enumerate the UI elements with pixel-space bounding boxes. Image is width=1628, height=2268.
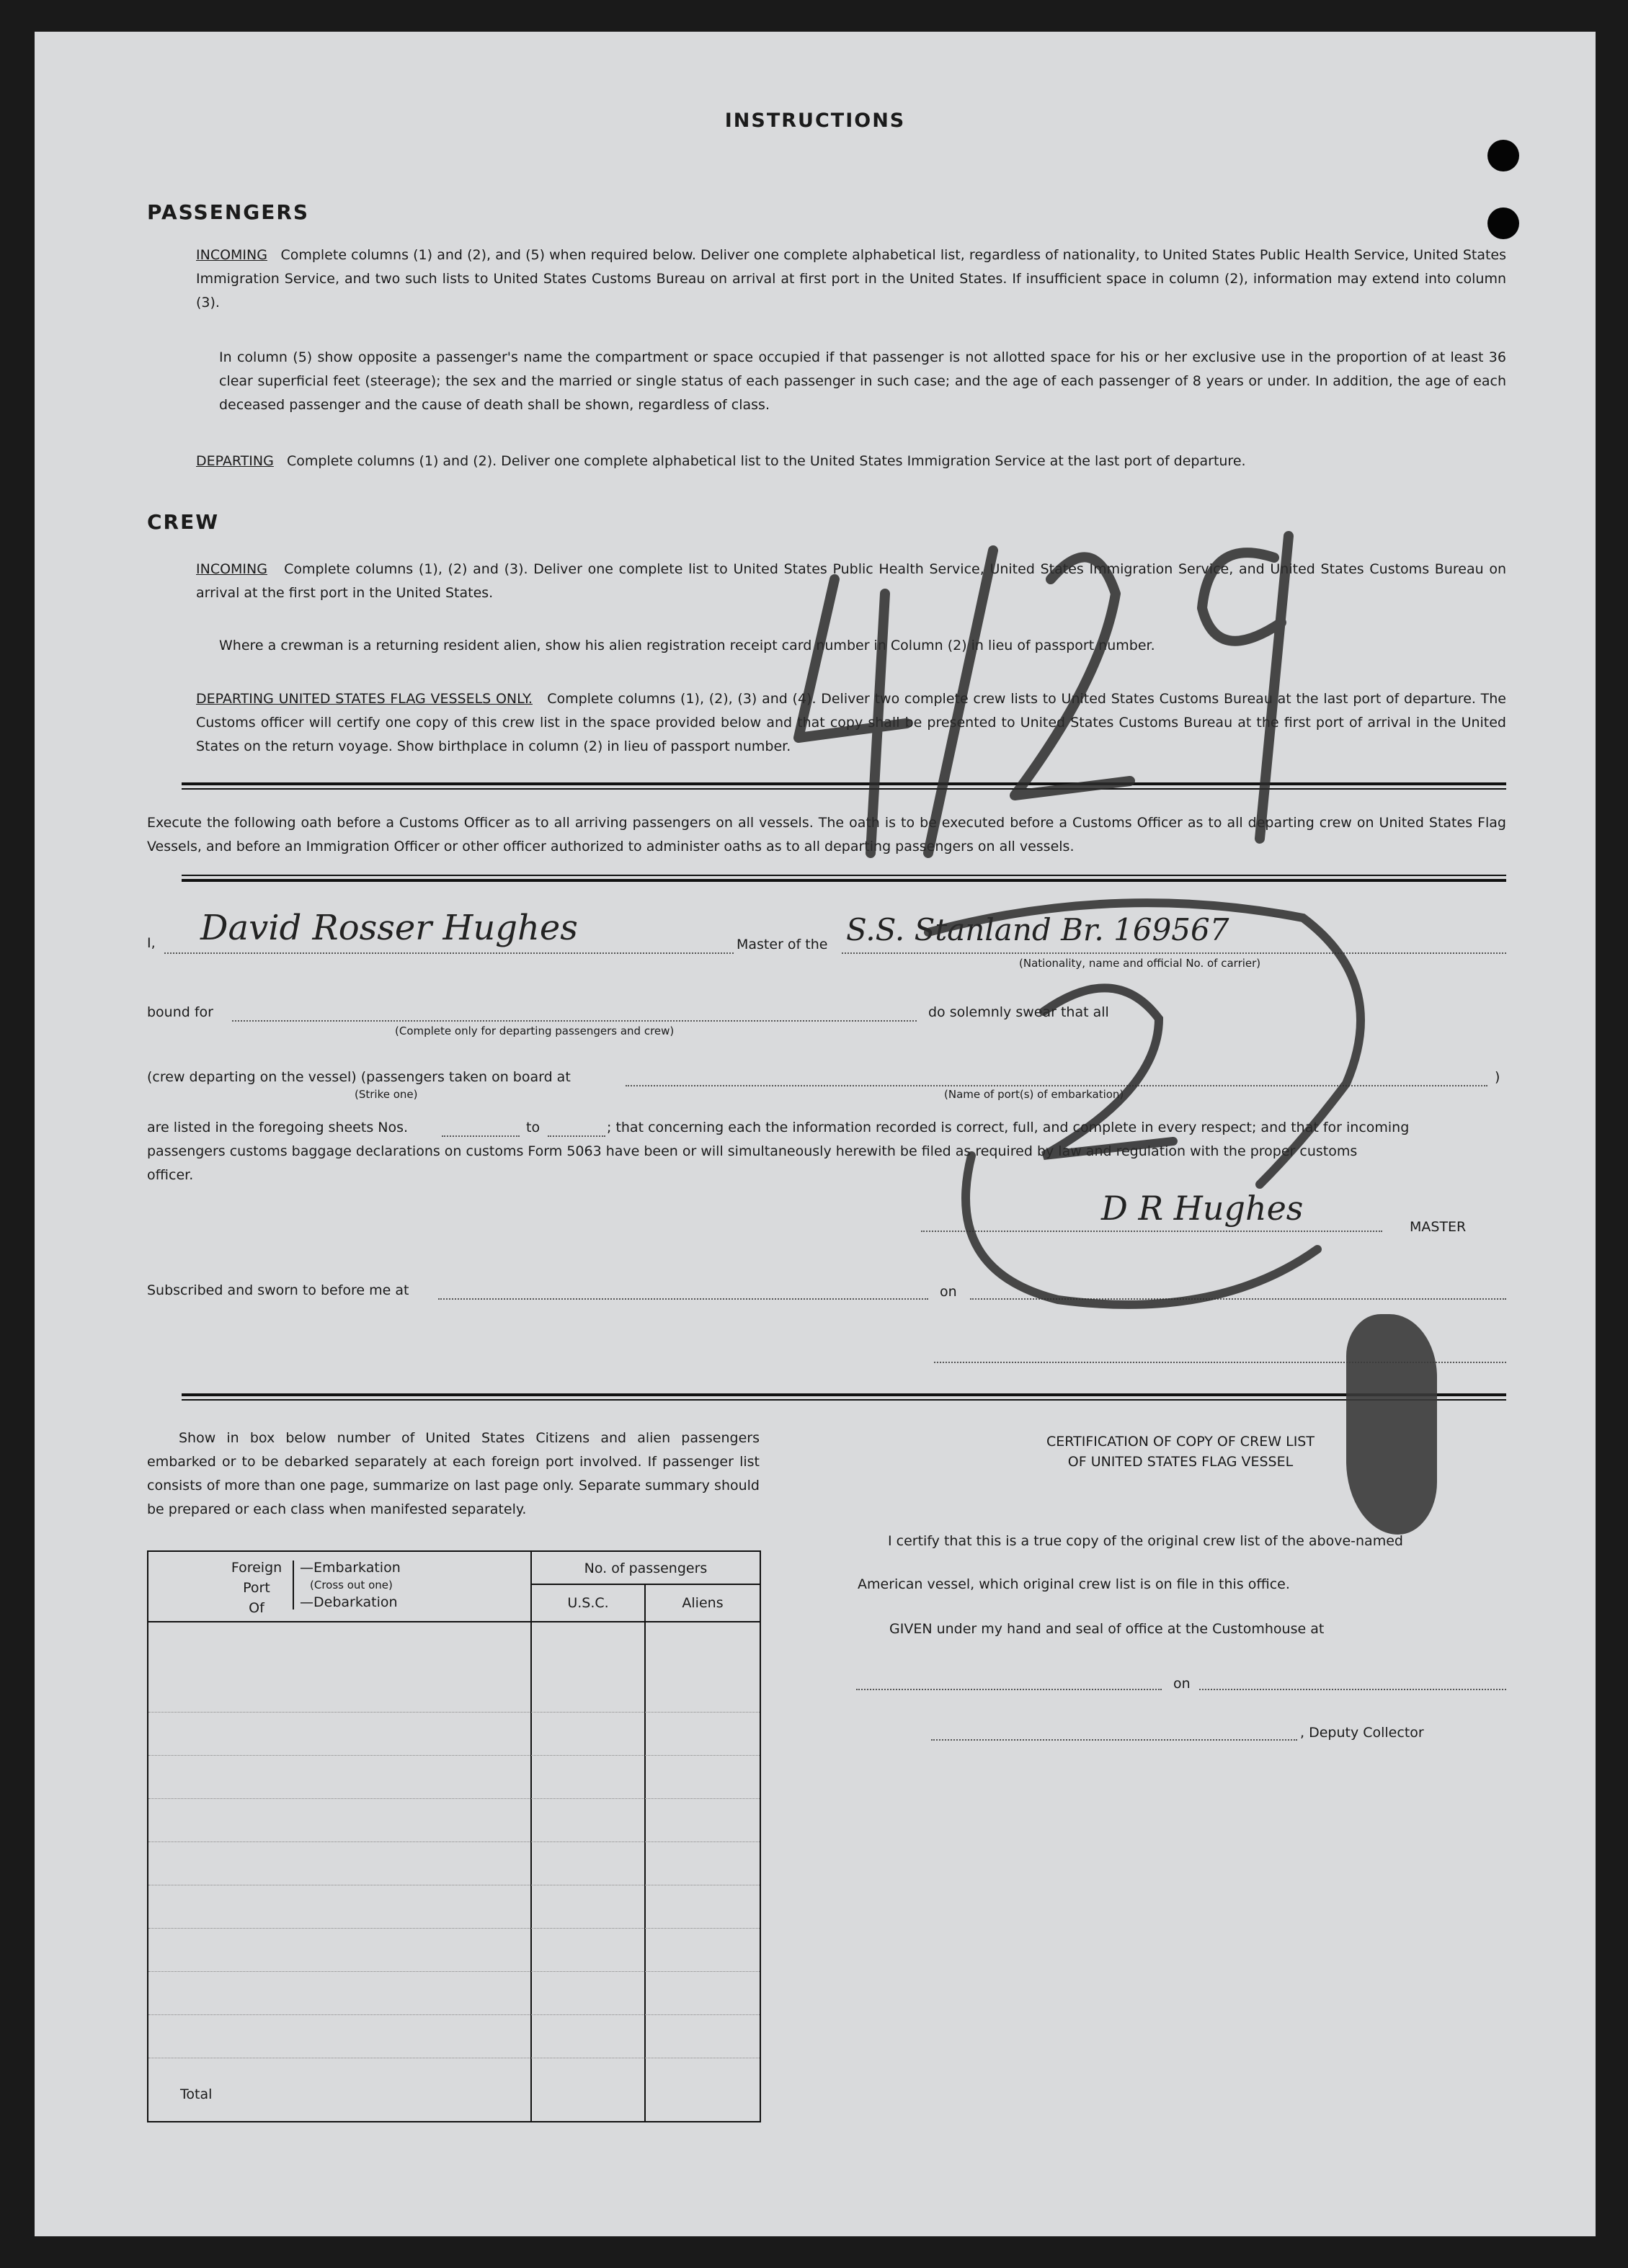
passengers-incoming-label: INCOMING: [196, 247, 267, 263]
passengers-column5-paragraph: In column (5) show opposite a passenger's name the compartment or space occupied if that passenger is not allotted space for his or her exclusive use in the proportion of at least 36 clear superficial feet (steerage); the sex and the married or single status of each passenger in such case; and the age of each passenger of 8 years or under. In addition, the age of each deceased passenger and the cause of death shall be shown, regardless of class.: [219, 349, 1506, 413]
ports-caption: (Name of port(s) of embarkation): [944, 1088, 1124, 1101]
subscribed-label: Subscribed and sworn to before me at: [147, 1282, 409, 1298]
passengers-incoming-text: Complete columns (1) and (2), and (5) when required below. Deliver one complete alphabetical list, regardless of nationality, to United States Public Health Service, United States Immigration Service, and two such lists to United States Customs Bureau on arrival at first port in the United States. If insufficient space in column (2), information may extend into column (3).: [196, 247, 1507, 311]
certification-title-line1: CERTIFICATION OF COPY OF CREW LIST: [1046, 1434, 1315, 1450]
summary-instruction: Show in box below number of United States Citizens and alien passengers embarked or to be debarked separately at each foreign port involved. If passenger list consists of more than one page, summarize on last page only. Separate summary should be prepared or each class when manifested separately.: [147, 1430, 760, 1517]
master-name-handwritten: David Rosser Hughes: [200, 908, 578, 948]
total-label: Total: [180, 2086, 213, 2102]
sheets-to: to: [526, 1120, 541, 1135]
page-title: INSTRUCTIONS: [724, 110, 906, 132]
embarkation-option: —Embarkation: [300, 1560, 401, 1576]
master-of-label: Master of the: [737, 937, 828, 952]
crew-departing-text: Complete columns (1), (2), (3) and (4). Deliver two complete crew lists to United States Customs Bureau at the last port of departure. The Customs officer will certify one copy of this crew list in the space provided below and that copy shall be presented to United States Customs Bureau at the first port of arrival in the United States on the return voyage. Show birthplace in column (2) in lieu of passport number.: [196, 691, 1507, 754]
debarkation-option: —Debarkation: [300, 1594, 398, 1610]
solemnly-label: do solemnly swear that all: [928, 1004, 1109, 1020]
crayon-annotation: [35, 32, 1596, 2236]
foreign-label: Foreign: [231, 1560, 283, 1576]
circled-number-2: [928, 903, 1361, 1305]
master-label: MASTER: [1410, 1219, 1467, 1235]
certify-line2: American vessel, which original crew list is on file in this office.: [858, 1576, 1290, 1592]
no-of-passengers-header: No. of passengers: [584, 1561, 708, 1576]
oath-instruction-paragraph: Execute the following oath before a Customs Officer as to all arriving passengers on all vessels. The oath is to be executed before a Customs Officer as to all departing crew on United States Flag Vessels, and before an Immigration Officer or other officer authorized to administer oaths as to all departing passengers on all vessels.: [147, 815, 1506, 854]
passengers-departing-label: DEPARTING: [196, 453, 274, 469]
crew-incoming-label: INCOMING: [196, 561, 267, 577]
aliens-header: Aliens: [682, 1595, 724, 1611]
deputy-collector-label: , Deputy Collector: [1300, 1725, 1424, 1741]
certification-title-line2: OF UNITED STATES FLAG VESSEL: [1067, 1454, 1294, 1470]
crew-departing-oath-label: (crew departing on the vessel) (passengers taken on board at: [147, 1069, 571, 1085]
subscribed-on-label: on: [940, 1284, 957, 1300]
vessel-handwritten: S.S. Stanland Br. 169567: [846, 912, 1229, 947]
of-label: Of: [249, 1600, 264, 1616]
baggage-text: passengers customs baggage declarations on customs Form 5063 have been or will simultaneously herewith be filed as required by law and regulation with the proper customs: [147, 1143, 1358, 1159]
crew-departing-label: DEPARTING UNITED STATES FLAG VESSELS ONLY.: [196, 691, 533, 707]
strike-one-caption: (Strike one): [355, 1088, 418, 1101]
close-paren: ): [1495, 1069, 1500, 1085]
oath-i-label: I,: [147, 935, 156, 951]
bound-for-label: bound for: [147, 1004, 213, 1020]
crew-resident-paragraph: Where a crewman is a returning resident alien, show his alien registration receipt card number in Column (2) in lieu of passport number.: [219, 638, 1155, 653]
vessel-caption: (Nationality, name and official No. of carrier): [1019, 957, 1261, 970]
crayon-number-4129: [799, 536, 1289, 853]
certify-line1: I certify that this is a true copy of the original crew list of the above-named: [888, 1533, 1403, 1549]
officer-text: officer.: [147, 1167, 194, 1183]
master-signature: D R Hughes: [1101, 1189, 1304, 1228]
passengers-departing-text: Complete columns (1) and (2). Deliver one complete alphabetical list to the United States Immigration Service at the last port of departure.: [286, 453, 1246, 469]
certification-on-label: on: [1173, 1676, 1191, 1692]
cross-out-note: (Cross out one): [310, 1579, 393, 1591]
document-page: [35, 32, 1596, 2236]
bound-for-caption: (Complete only for departing passengers and crew): [395, 1024, 675, 1037]
port-label: Port: [243, 1580, 270, 1596]
sheets-text-2: ; that concerning each the information recorded is correct, full, and complete in every respect; and that for incoming: [607, 1120, 1410, 1135]
crew-incoming-text: Complete columns (1), (2) and (3). Deliver one complete list to United States Public Health Service, United States Immigration Service, and United States Customs Bureau on arrival at the first port in the United States.: [196, 561, 1507, 601]
usc-header: U.S.C.: [567, 1595, 609, 1611]
crew-heading: CREW: [147, 510, 220, 534]
passengers-heading: PASSENGERS: [147, 200, 310, 224]
sheets-text-1: are listed in the foregoing sheets Nos.: [147, 1120, 409, 1135]
given-text: GIVEN under my hand and seal of office at the Customhouse at: [889, 1621, 1325, 1637]
